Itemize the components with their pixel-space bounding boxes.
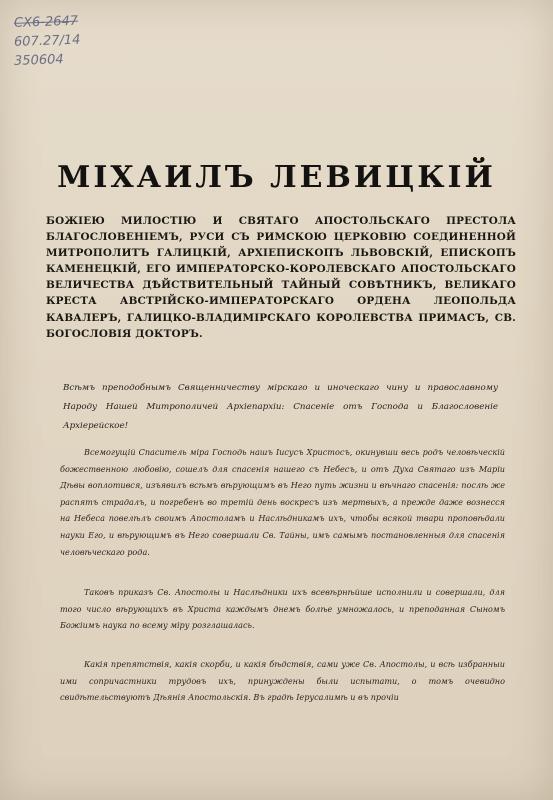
body-paragraph — [60, 444, 505, 560]
document-subtitle: БОЖІЕЮ МИЛОСТІЮ И СВЯТАГО АПОСТОЛЬСКАГО ПРЕСТОЛА БЛАГОСЛОВЕНІЕМЪ, РУСИ СЪ РИМСКОЮ ЦЕРКОВІЮ СОЕДИНЕННОЙ МИТРОПОЛИТЪ ГАЛИЦКІЙ, АРХІЕПИСКОПЪ ЛЬВОВСКІЙ, ЕПИСКОПЪ КАМЕНЕЦКІЙ, ЕГО ИМПЕРАТОРСКО-КОРОЛЕВСКАГО АПОСТОЛЬСКАГО ВЕЛИЧЕСТВА ДѢЙСТВИТЕЛЬНЫЙ ТАЙНЫЙ СОВѢТНИКЪ, ВЕЛИКАГО КРЕСТА АВСТРІЙСКО-ИМПЕРАТОРСКАГО ОРДЕНА ЛЕОПОЛЬДА КАВАЛЕРЪ, ГАЛИЦКО-ВЛАДИМІРСКАГО КОРОЛЕВСТВА ПРИМАСЪ, СВ. БОГОСЛОВІЯ ДОКТОРЪ. — [46, 215, 516, 340]
paragraph-text: Всемогущій Спаситель міра Господь нашъ Іисусъ Христосъ, окинувши весь родъ человѣческій божественною любовію, сошелъ для спасенія нашего съ Небесъ, и отъ Духа Святаго изъ Маріи Дѣвы воплотився, изъявилъ всѣмъ вѣрующимъ въ Него путь жизни и вѣчнаго спасенія: послѣ же распятъ страдалъ, и погребенъ во третій день воскресъ изъ мертвыхъ, а прежде даже вознесся на Небеса повелѣлъ своимъ Апостоламъ и Наслѣдникамъ ихъ, чтобы всякой твари проповѣдали науки Его, и вѣрующимъ въ Него совершали Св. Тайны, имъ самымъ постановленныя для спасенія человѣческаго рода. — [60, 447, 505, 557]
shelf-mark: 350604 — [13, 52, 64, 69]
shelf-marks — [14, 12, 124, 69]
shelf-mark: СХ6-2647 — [13, 13, 79, 31]
salutation-address: Всѣмъ преподобнымъ Священничеству мірскаго и иноческаго чину и православному Народу Нашей Митрополичей Архіепархіи: Спасеніе отъ Господа и Благословеніе Архіерейское! — [63, 383, 498, 431]
body-paragraph — [60, 656, 505, 706]
paragraph-text: Какія препятствія, какія скорби, и какія бѣдствія, сами уже Св. Апостолы, и всѣ избранныи ими сопричастники трудовъ ихъ, принуждены были испытати, о томъ очевидно свидѣтельствуютъ Дѣянія Апостольскія. Въ градѣ Іерусалимѣ и въ прочіи — [60, 659, 505, 703]
document-title: МІХАИЛЪ ЛЕВИЦКІЙ — [57, 160, 496, 195]
shelf-mark: 607.27/14 — [13, 32, 81, 50]
body-paragraph — [60, 584, 505, 634]
paragraph-text: Таковъ приказъ Св. Апостолы и Наслѣдники ихъ всевѣрнѣйше исполнили и совершали, для того число вѣрующихъ въ Христа каждымъ днемъ болѣе умножалось, и преподанная Сыномъ Божіимъ наука по всему міру розглашалась. — [60, 587, 505, 631]
